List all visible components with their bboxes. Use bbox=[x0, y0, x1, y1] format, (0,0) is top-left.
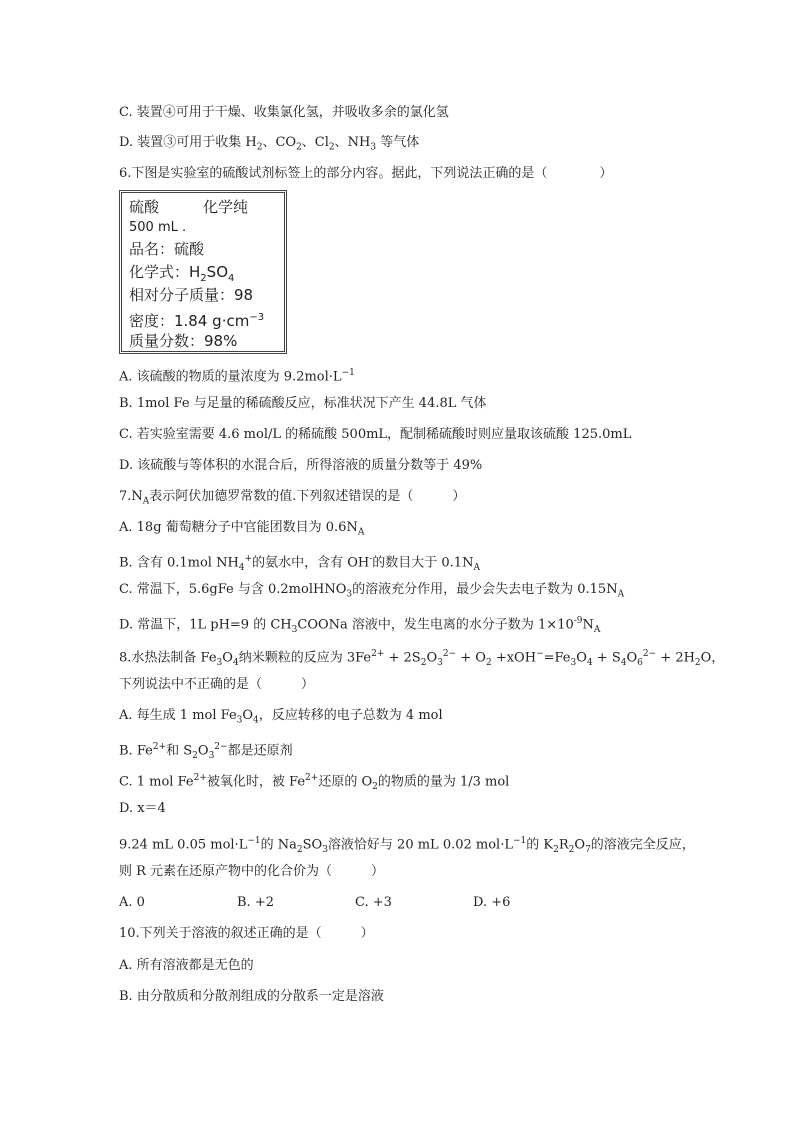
label-line-formula: 化学式：$H_2SO_4$ bbox=[129, 263, 235, 284]
q8-option-b: B. $Fe^{2+}$和 $S_2O_3^{2-}$都是还原剂 bbox=[119, 742, 293, 761]
label-line-volume: 500 mL . bbox=[129, 220, 187, 235]
q7-stem: $7.N_A$表示阿伏加德罗常数的值.下列叙述错误的是（ ） bbox=[119, 489, 466, 507]
label-line-title: 硫酸 化学纯 bbox=[129, 198, 249, 216]
label-line-mass-fraction: 质量分数：98% bbox=[129, 332, 238, 350]
q8-stem-line2: 下列说法中不正确的是（ ） bbox=[119, 677, 315, 692]
q8-option-a: A. 每生成 1 mol $Fe_3O_4$，反应转移的电子总数为 4 mol bbox=[119, 708, 443, 726]
q10-option-a: A. 所有溶液都是无色的 bbox=[119, 958, 254, 973]
q9-options bbox=[119, 894, 734, 912]
q9-option-b: B. +2 bbox=[237, 895, 274, 910]
q10-stem: 10.下列关于溶液的叙述正确的是（ ） bbox=[119, 926, 374, 941]
q6-option-c: C. 若实验室需要 4.6 mol/L 的稀硫酸 500mL，配制稀硫酸时则应量取该硫酸 125.0mL bbox=[119, 427, 632, 442]
q7-option-a: A. 18g 葡萄糖分子中官能团数目为 $0.6N_A$ bbox=[119, 520, 365, 538]
reagent-label bbox=[119, 190, 287, 354]
q6-option-d: D. 该硫酸与等体积的水混合后，所得溶液的质量分数等于 49% bbox=[119, 458, 483, 473]
q5-option-c: C. 装置④可用于干燥、收集氯化氢，并吸收多余的氯化氢 bbox=[119, 105, 449, 120]
q9-stem-line2: 则 R 元素在还原产物中的化合价为（ ） bbox=[119, 864, 385, 879]
q8-option-c: C. 1 mol $Fe^{2+}$被氧化时，被 $Fe^{2+}$还原的 $O_2$的物质的量为 1/3 mol bbox=[119, 773, 510, 792]
label-line-molar-mass: 相对分子质量：98 bbox=[129, 286, 254, 304]
q6-option-b: B. 1mol Fe 与足量的稀硫酸反应，标准状况下产生 44.8L 气体 bbox=[119, 396, 487, 411]
q8-stem: 8.水热法制备 $Fe_3O_4$纳米颗粒的反应为 $3Fe^{2+} + 2S_2O_3^{2-} + O_2 +xOH^-=Fe_3O_4 + S_4O_6^{2-} + 2H_2O$， bbox=[119, 649, 725, 668]
q8-option-d: D. x＝4 bbox=[119, 801, 166, 816]
q7-option-d: D. 常温下，1L pH=9 的 $CH_3COONa$ 溶液中，发生电离的水分子数为 $1\times 10^{-9}N_A$ bbox=[119, 616, 601, 635]
q6-stem: 6.下图是实验室的硫酸试剂标签上的部分内容。据此，下列说法正确的是（ ） bbox=[119, 166, 613, 181]
q6-option-a: A. 该硫酸的物质的量浓度为 $9.2mol\cdot L^{-1}$ bbox=[119, 368, 355, 385]
q10-option-b: B. 由分散质和分散剂组成的分散系一定是溶液 bbox=[119, 989, 384, 1004]
q7-option-b: B. 含有 0.1mol $NH_4^+$的氨水中，含有 OH-的数目大于 $0.1N_A$ bbox=[119, 554, 480, 573]
label-line-name: 品名：硫酸 bbox=[129, 240, 205, 258]
q9-option-a: A. 0 bbox=[119, 895, 145, 910]
q5-option-d: D. 装置③可用于收集 $H_2$、$CO_2$、$Cl_2$、$NH_3$ 等气体 bbox=[119, 135, 420, 153]
q9-option-d: D. +6 bbox=[473, 895, 511, 910]
label-line-density: 密度：1.84 $g\cdot cm^{-3}$ bbox=[129, 312, 265, 330]
q9-stem: 9.24 mL 0.05 $mol\cdot L^{-1}$的 $Na_2SO_3$溶液恰好与 20 mL 0.02 $mol\cdot L^{-1}$的 $K_2R_2O_7$的溶液完全反应， bbox=[119, 836, 695, 855]
q9-option-c: C. +3 bbox=[355, 895, 392, 910]
q7-option-c: C. 常温下，5.6gFe 与含 0.2molHNO$_3$的溶液充分作用，最少会失去电子数为 $0.15N_A$ bbox=[119, 582, 625, 600]
